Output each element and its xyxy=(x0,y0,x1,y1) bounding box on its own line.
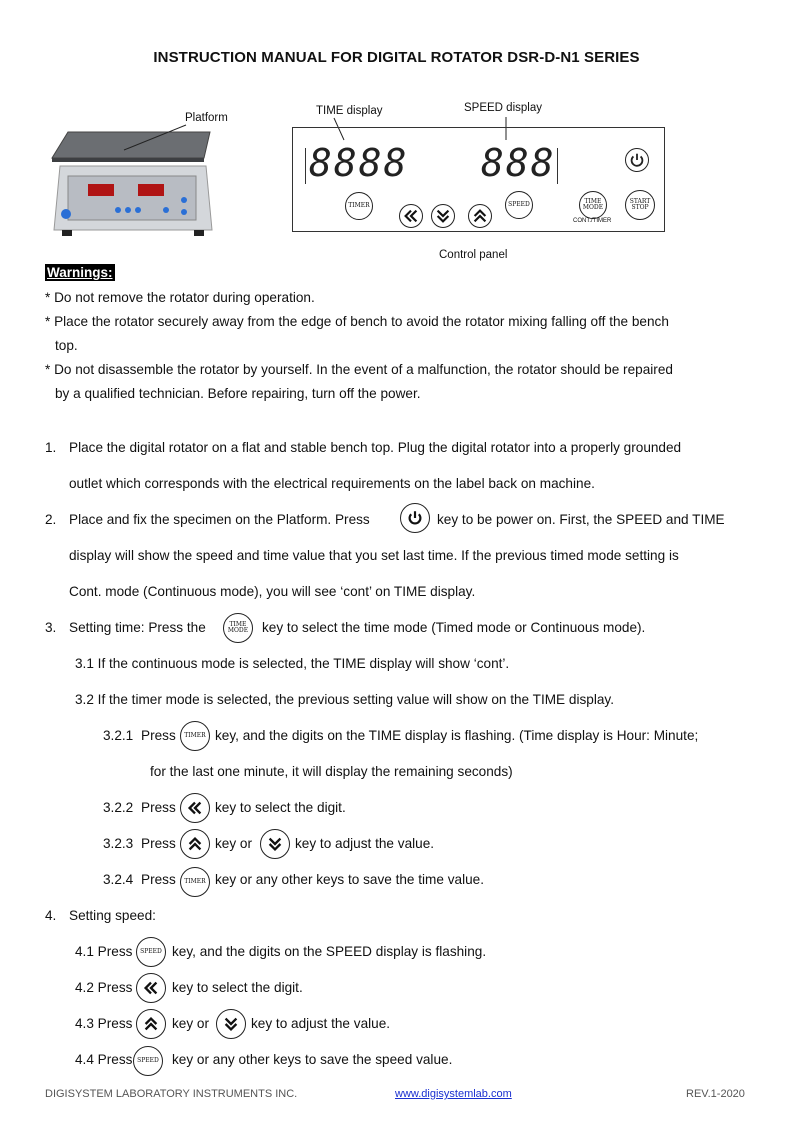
platform-leader-line xyxy=(120,122,190,152)
step-1-line-1: Place the digital rotator on a flat and stable bench top. Plug the digital rotator into a properly grounded xyxy=(69,440,682,455)
start-stop-key[interactable]: START STOP xyxy=(625,190,655,220)
step-4-2-text: key to select the digit. xyxy=(172,980,303,995)
footer-company: DIGISYSTEM LABORATORY INSTRUMENTS INC. xyxy=(45,1088,298,1100)
step-3-2-4-press: Press xyxy=(141,872,176,887)
step-3-2-3-key-or: key or xyxy=(215,836,253,851)
step-2-line-1a: Place and fix the specimen on the Platform. Press xyxy=(69,512,370,527)
step-3-2-2-text: key to select the digit. xyxy=(215,800,346,815)
step-4-4-text: key or any other keys to save the speed value. xyxy=(172,1052,453,1067)
step-3-2: 3.2 If the timer mode is selected, the previous setting value will show on the TIME display. xyxy=(75,692,614,707)
step-3-2-1-line-1: key, and the digits on the TIME display is flashing. (Time display is Hour: Minute; xyxy=(215,728,699,743)
double-left-chevron-icon xyxy=(142,979,160,997)
step-4-1-text: key, and the digits on the SPEED display is flashing. xyxy=(172,944,487,959)
step-2-line-3: Cont. mode (Continuous mode), you will see ‘cont’ on TIME display. xyxy=(69,584,476,599)
step-3-2-3-press: Press xyxy=(141,836,176,851)
time-display-digits: 8888 xyxy=(309,141,409,185)
speed-key-inline: SPEED xyxy=(136,937,166,967)
step-4-4-press: 4.4 Press xyxy=(75,1052,133,1067)
power-icon xyxy=(406,509,424,527)
double-left-chevron-icon xyxy=(402,207,420,225)
warning-3-cont: by a qualified technician. Before repairing, turn off the power. xyxy=(55,386,421,401)
down-key-inline xyxy=(216,1009,246,1039)
speed-key-inline: SPEED xyxy=(133,1046,163,1076)
speed-display-label: SPEED display xyxy=(464,102,542,114)
step-4-number: 4. xyxy=(45,908,57,923)
step-2-number: 2. xyxy=(45,512,57,527)
power-key-inline xyxy=(400,503,430,533)
shift-left-key-inline xyxy=(180,793,210,823)
step-3-2-1-number: 3.2.1 xyxy=(103,728,134,743)
up-key-inline xyxy=(136,1009,166,1039)
double-down-chevron-icon xyxy=(266,835,284,853)
double-down-chevron-icon xyxy=(222,1015,240,1033)
step-3-2-4-number: 3.2.4 xyxy=(103,872,134,887)
time-mode-key[interactable]: TIME MODE xyxy=(579,191,607,219)
step-4-3-key-or: key or xyxy=(172,1016,210,1031)
step-1-number: 1. xyxy=(45,440,57,455)
double-down-chevron-icon xyxy=(434,207,452,225)
double-left-chevron-icon xyxy=(186,799,204,817)
warning-2: * Place the rotator securely away from the edge of bench to avoid the rotator mixing falling off the bench xyxy=(45,314,669,329)
step-4-3-text: key to adjust the value. xyxy=(251,1016,391,1031)
step-3-number: 3. xyxy=(45,620,57,635)
step-2-line-1b: key to be power on. First, the SPEED and TIME xyxy=(437,512,725,527)
timer-key-inline: TIMER xyxy=(180,867,210,897)
step-3-line-1a: Setting time: Press the xyxy=(69,620,206,635)
step-4-heading: Setting speed: xyxy=(69,908,156,923)
down-key[interactable] xyxy=(431,204,455,228)
step-3-2-2-press: Press xyxy=(141,800,176,815)
double-up-chevron-icon xyxy=(142,1015,160,1033)
speed-key[interactable]: SPEED xyxy=(505,191,533,219)
up-key[interactable] xyxy=(468,204,492,228)
time-mode-key-inline: TIME MODE xyxy=(223,613,253,643)
step-1-line-2: outlet which corresponds with the electrical requirements on the label back on machine. xyxy=(69,476,595,491)
time-display-label: TIME display xyxy=(316,105,383,117)
step-3-line-1b: key to select the time mode (Timed mode or Continuous mode). xyxy=(262,620,646,635)
step-2-line-2: display will show the speed and time value that you set last time. If the previous timed mode setting is xyxy=(69,548,679,563)
timer-key-inline: TIMER xyxy=(180,721,210,751)
step-4-3-press: 4.3 Press xyxy=(75,1016,133,1031)
control-panel xyxy=(292,127,665,232)
footer-revision: REV.1-2020 xyxy=(686,1088,745,1100)
shift-left-key[interactable] xyxy=(399,204,423,228)
step-4-1-press: 4.1 Press xyxy=(75,944,133,959)
down-key-inline xyxy=(260,829,290,859)
step-3-2-1-line-2: for the last one minute, it will display the remaining seconds) xyxy=(150,764,513,779)
cont-timer-label: CONT./TIMER xyxy=(573,218,612,224)
warnings-heading: Warnings: xyxy=(47,265,113,280)
power-icon xyxy=(628,151,646,169)
timer-key[interactable]: TIMER xyxy=(345,192,373,220)
page-title: INSTRUCTION MANUAL FOR DIGITAL ROTATOR DSR-D-N1 SERIES xyxy=(153,49,640,66)
warning-1: * Do not remove the rotator during operation. xyxy=(45,290,315,305)
step-3-2-4-text: key or any other keys to save the time value. xyxy=(215,872,484,887)
shift-left-key-inline xyxy=(136,973,166,1003)
step-3-2-3-text: key to adjust the value. xyxy=(295,836,435,851)
step-3-2-3-number: 3.2.3 xyxy=(103,836,134,851)
warning-2-cont: top. xyxy=(55,338,78,353)
power-key[interactable] xyxy=(625,148,649,172)
double-up-chevron-icon xyxy=(186,835,204,853)
step-3-2-1-press: Press xyxy=(141,728,176,743)
control-panel-label: Control panel xyxy=(439,249,508,261)
step-3-1: 3.1 If the continuous mode is selected, the TIME display will show ‘cont’. xyxy=(75,656,510,671)
platform-label: Platform xyxy=(185,112,228,124)
warning-3: * Do not disassemble the rotator by yourself. In the event of a malfunction, the rotator should be repaired xyxy=(45,362,673,377)
footer-website-link[interactable]: www.digisystemlab.com xyxy=(395,1088,512,1100)
double-up-chevron-icon xyxy=(471,207,489,225)
step-3-2-2-number: 3.2.2 xyxy=(103,800,134,815)
step-4-2-press: 4.2 Press xyxy=(75,980,133,995)
up-key-inline xyxy=(180,829,210,859)
speed-display-digits: 888 xyxy=(481,141,556,185)
